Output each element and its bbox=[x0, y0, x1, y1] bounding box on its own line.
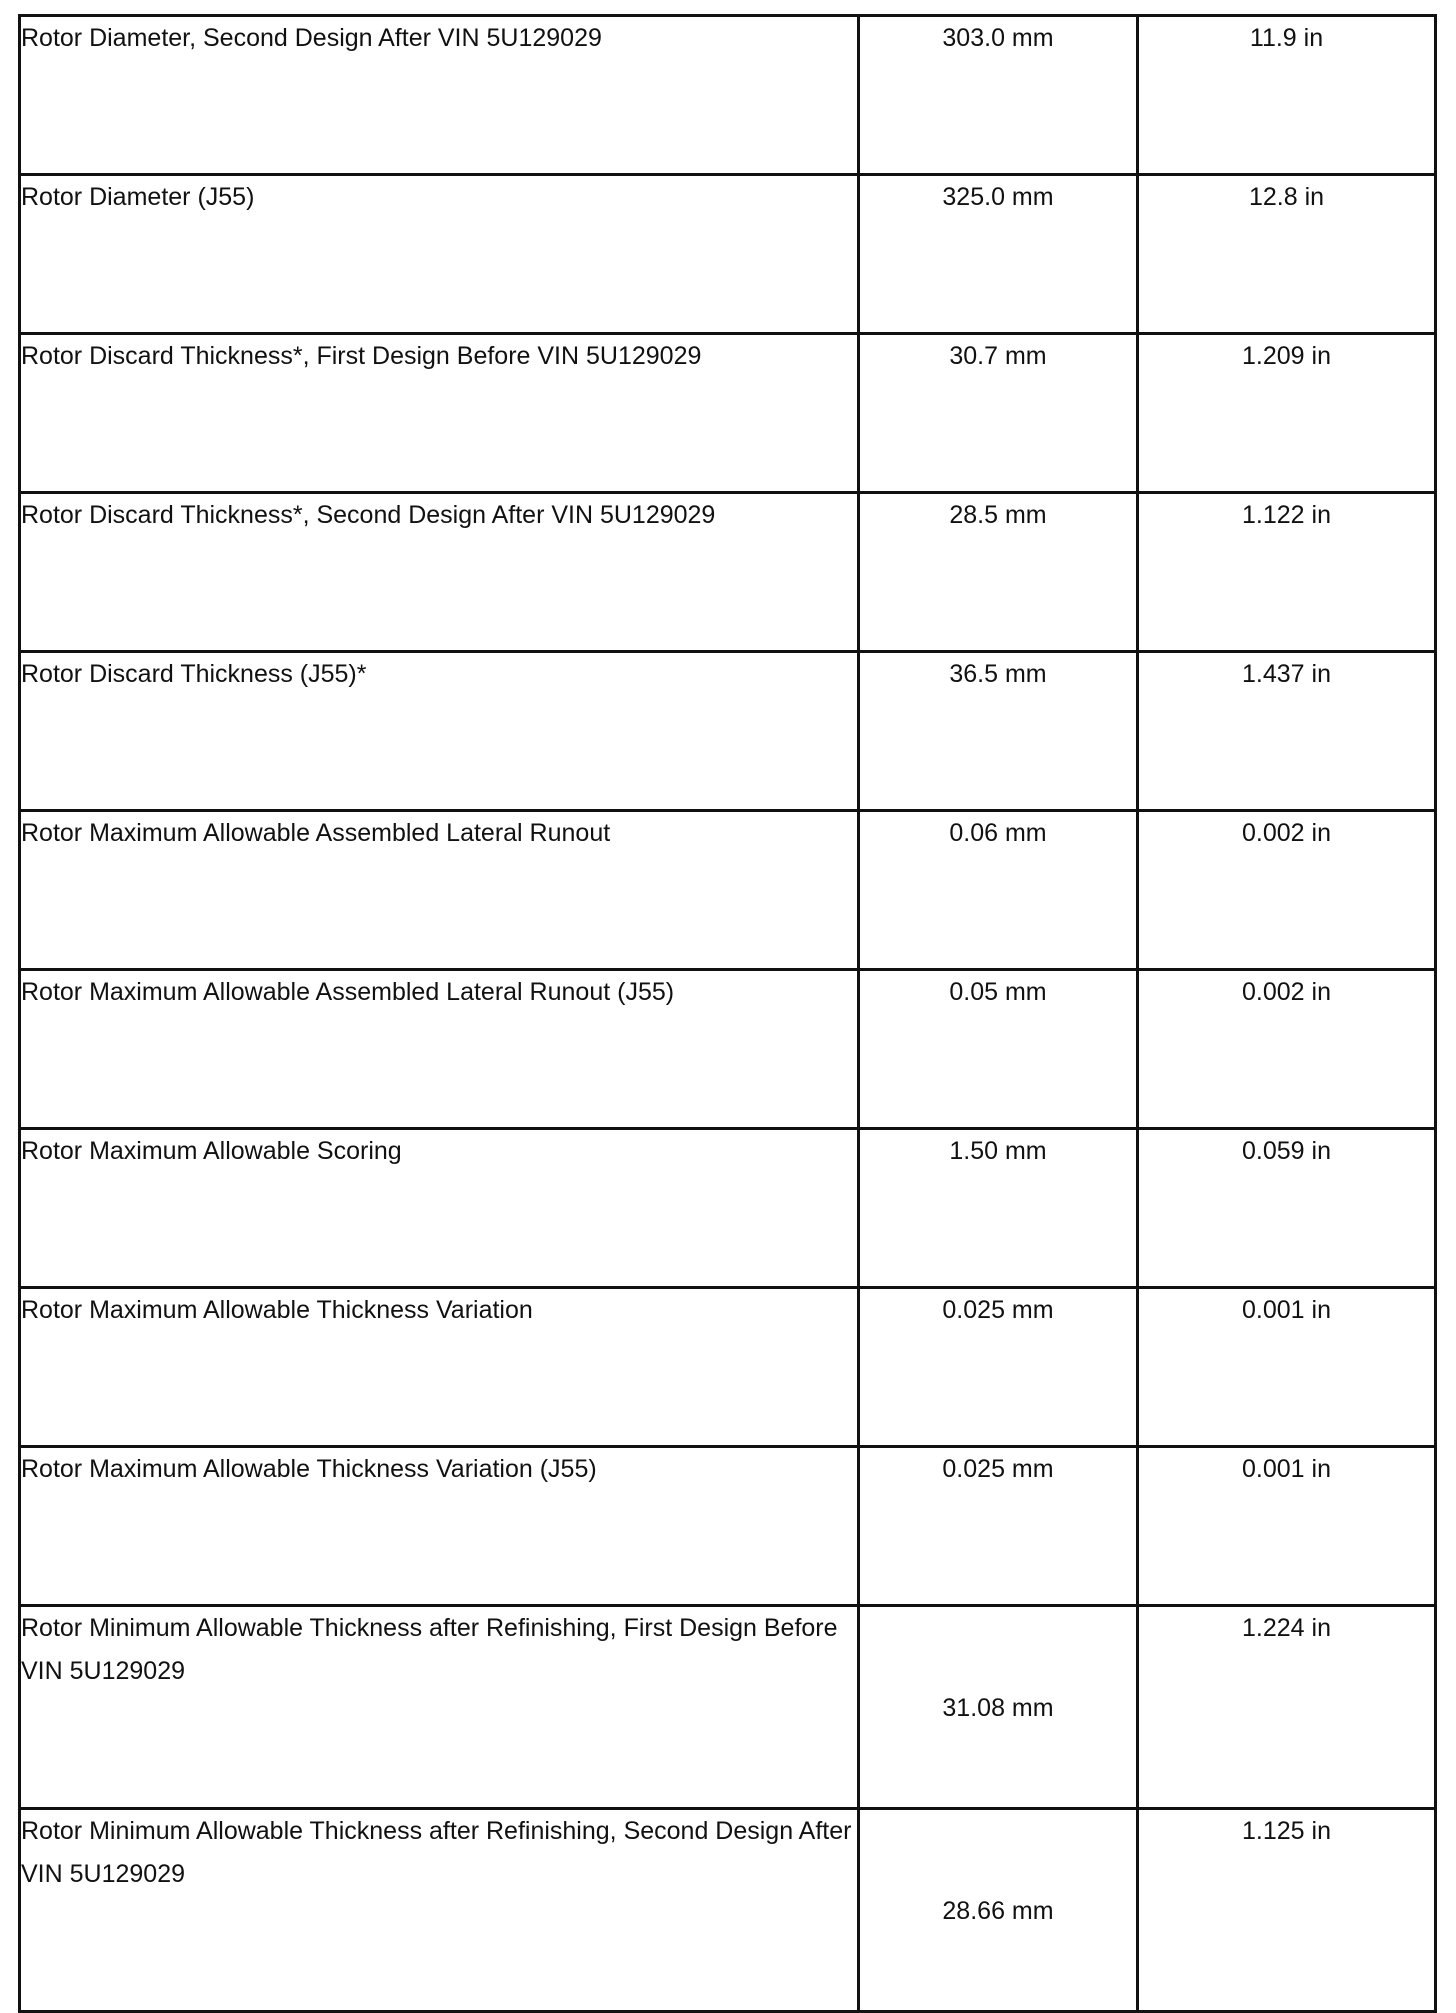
spec-metric-value: 28.5 mm bbox=[859, 493, 1138, 652]
spec-description: Rotor Diameter, Second Design After VIN 5U129029 bbox=[20, 16, 859, 175]
table-row bbox=[20, 1447, 1436, 1606]
spec-metric-value: 1.50 mm bbox=[859, 1129, 1138, 1288]
table-row bbox=[20, 970, 1436, 1129]
spec-english-value: 0.002 in bbox=[1138, 970, 1436, 1129]
spec-english-value: 1.437 in bbox=[1138, 652, 1436, 811]
spec-description: Rotor Minimum Allowable Thickness after Refinishing, First Design Before VIN 5U129029 bbox=[20, 1606, 859, 1809]
table-row bbox=[20, 16, 1436, 175]
spec-metric-value: 36.5 mm bbox=[859, 652, 1138, 811]
spec-description: Rotor Maximum Allowable Scoring bbox=[20, 1129, 859, 1288]
spec-english-value: 0.001 in bbox=[1138, 1447, 1436, 1606]
spec-description: Rotor Diameter (J55) bbox=[20, 175, 859, 334]
table-row bbox=[20, 334, 1436, 493]
table-row bbox=[20, 175, 1436, 334]
table-row bbox=[20, 652, 1436, 811]
spec-metric-value: 0.05 mm bbox=[859, 970, 1138, 1129]
spec-description: Rotor Maximum Allowable Assembled Lateral Runout (J55) bbox=[20, 970, 859, 1129]
spec-english-value: 0.059 in bbox=[1138, 1129, 1436, 1288]
spec-english-value: 0.001 in bbox=[1138, 1288, 1436, 1447]
spec-metric-value: 31.08 mm bbox=[859, 1606, 1138, 1809]
spec-metric-value: 325.0 mm bbox=[859, 175, 1138, 334]
spec-english-value: 1.224 in bbox=[1138, 1606, 1436, 1809]
spec-metric-value: 28.66 mm bbox=[859, 1809, 1138, 2012]
spec-description: Rotor Minimum Allowable Thickness after Refinishing, Second Design After VIN 5U129029 bbox=[20, 1809, 859, 2012]
spec-english-value: 12.8 in bbox=[1138, 175, 1436, 334]
spec-description: Rotor Maximum Allowable Thickness Variation (J55) bbox=[20, 1447, 859, 1606]
spec-metric-value: 0.025 mm bbox=[859, 1447, 1138, 1606]
spec-english-value: 1.122 in bbox=[1138, 493, 1436, 652]
specifications-table bbox=[18, 14, 1437, 2013]
spec-metric-value: 303.0 mm bbox=[859, 16, 1138, 175]
spec-metric-value: 0.06 mm bbox=[859, 811, 1138, 970]
spec-description: Rotor Discard Thickness (J55)* bbox=[20, 652, 859, 811]
table-row bbox=[20, 493, 1436, 652]
spec-english-value: 11.9 in bbox=[1138, 16, 1436, 175]
table-row bbox=[20, 1809, 1436, 2012]
table-row bbox=[20, 1288, 1436, 1447]
spec-description: Rotor Maximum Allowable Assembled Lateral Runout bbox=[20, 811, 859, 970]
spec-description: Rotor Discard Thickness*, First Design Before VIN 5U129029 bbox=[20, 334, 859, 493]
table-row bbox=[20, 811, 1436, 970]
spec-english-value: 0.002 in bbox=[1138, 811, 1436, 970]
table-row bbox=[20, 1606, 1436, 1809]
spec-metric-value: 0.025 mm bbox=[859, 1288, 1138, 1447]
table-row bbox=[20, 1129, 1436, 1288]
spec-english-value: 1.209 in bbox=[1138, 334, 1436, 493]
spec-metric-value: 30.7 mm bbox=[859, 334, 1138, 493]
spec-description: Rotor Discard Thickness*, Second Design After VIN 5U129029 bbox=[20, 493, 859, 652]
spec-description: Rotor Maximum Allowable Thickness Variation bbox=[20, 1288, 859, 1447]
spec-english-value: 1.125 in bbox=[1138, 1809, 1436, 2012]
